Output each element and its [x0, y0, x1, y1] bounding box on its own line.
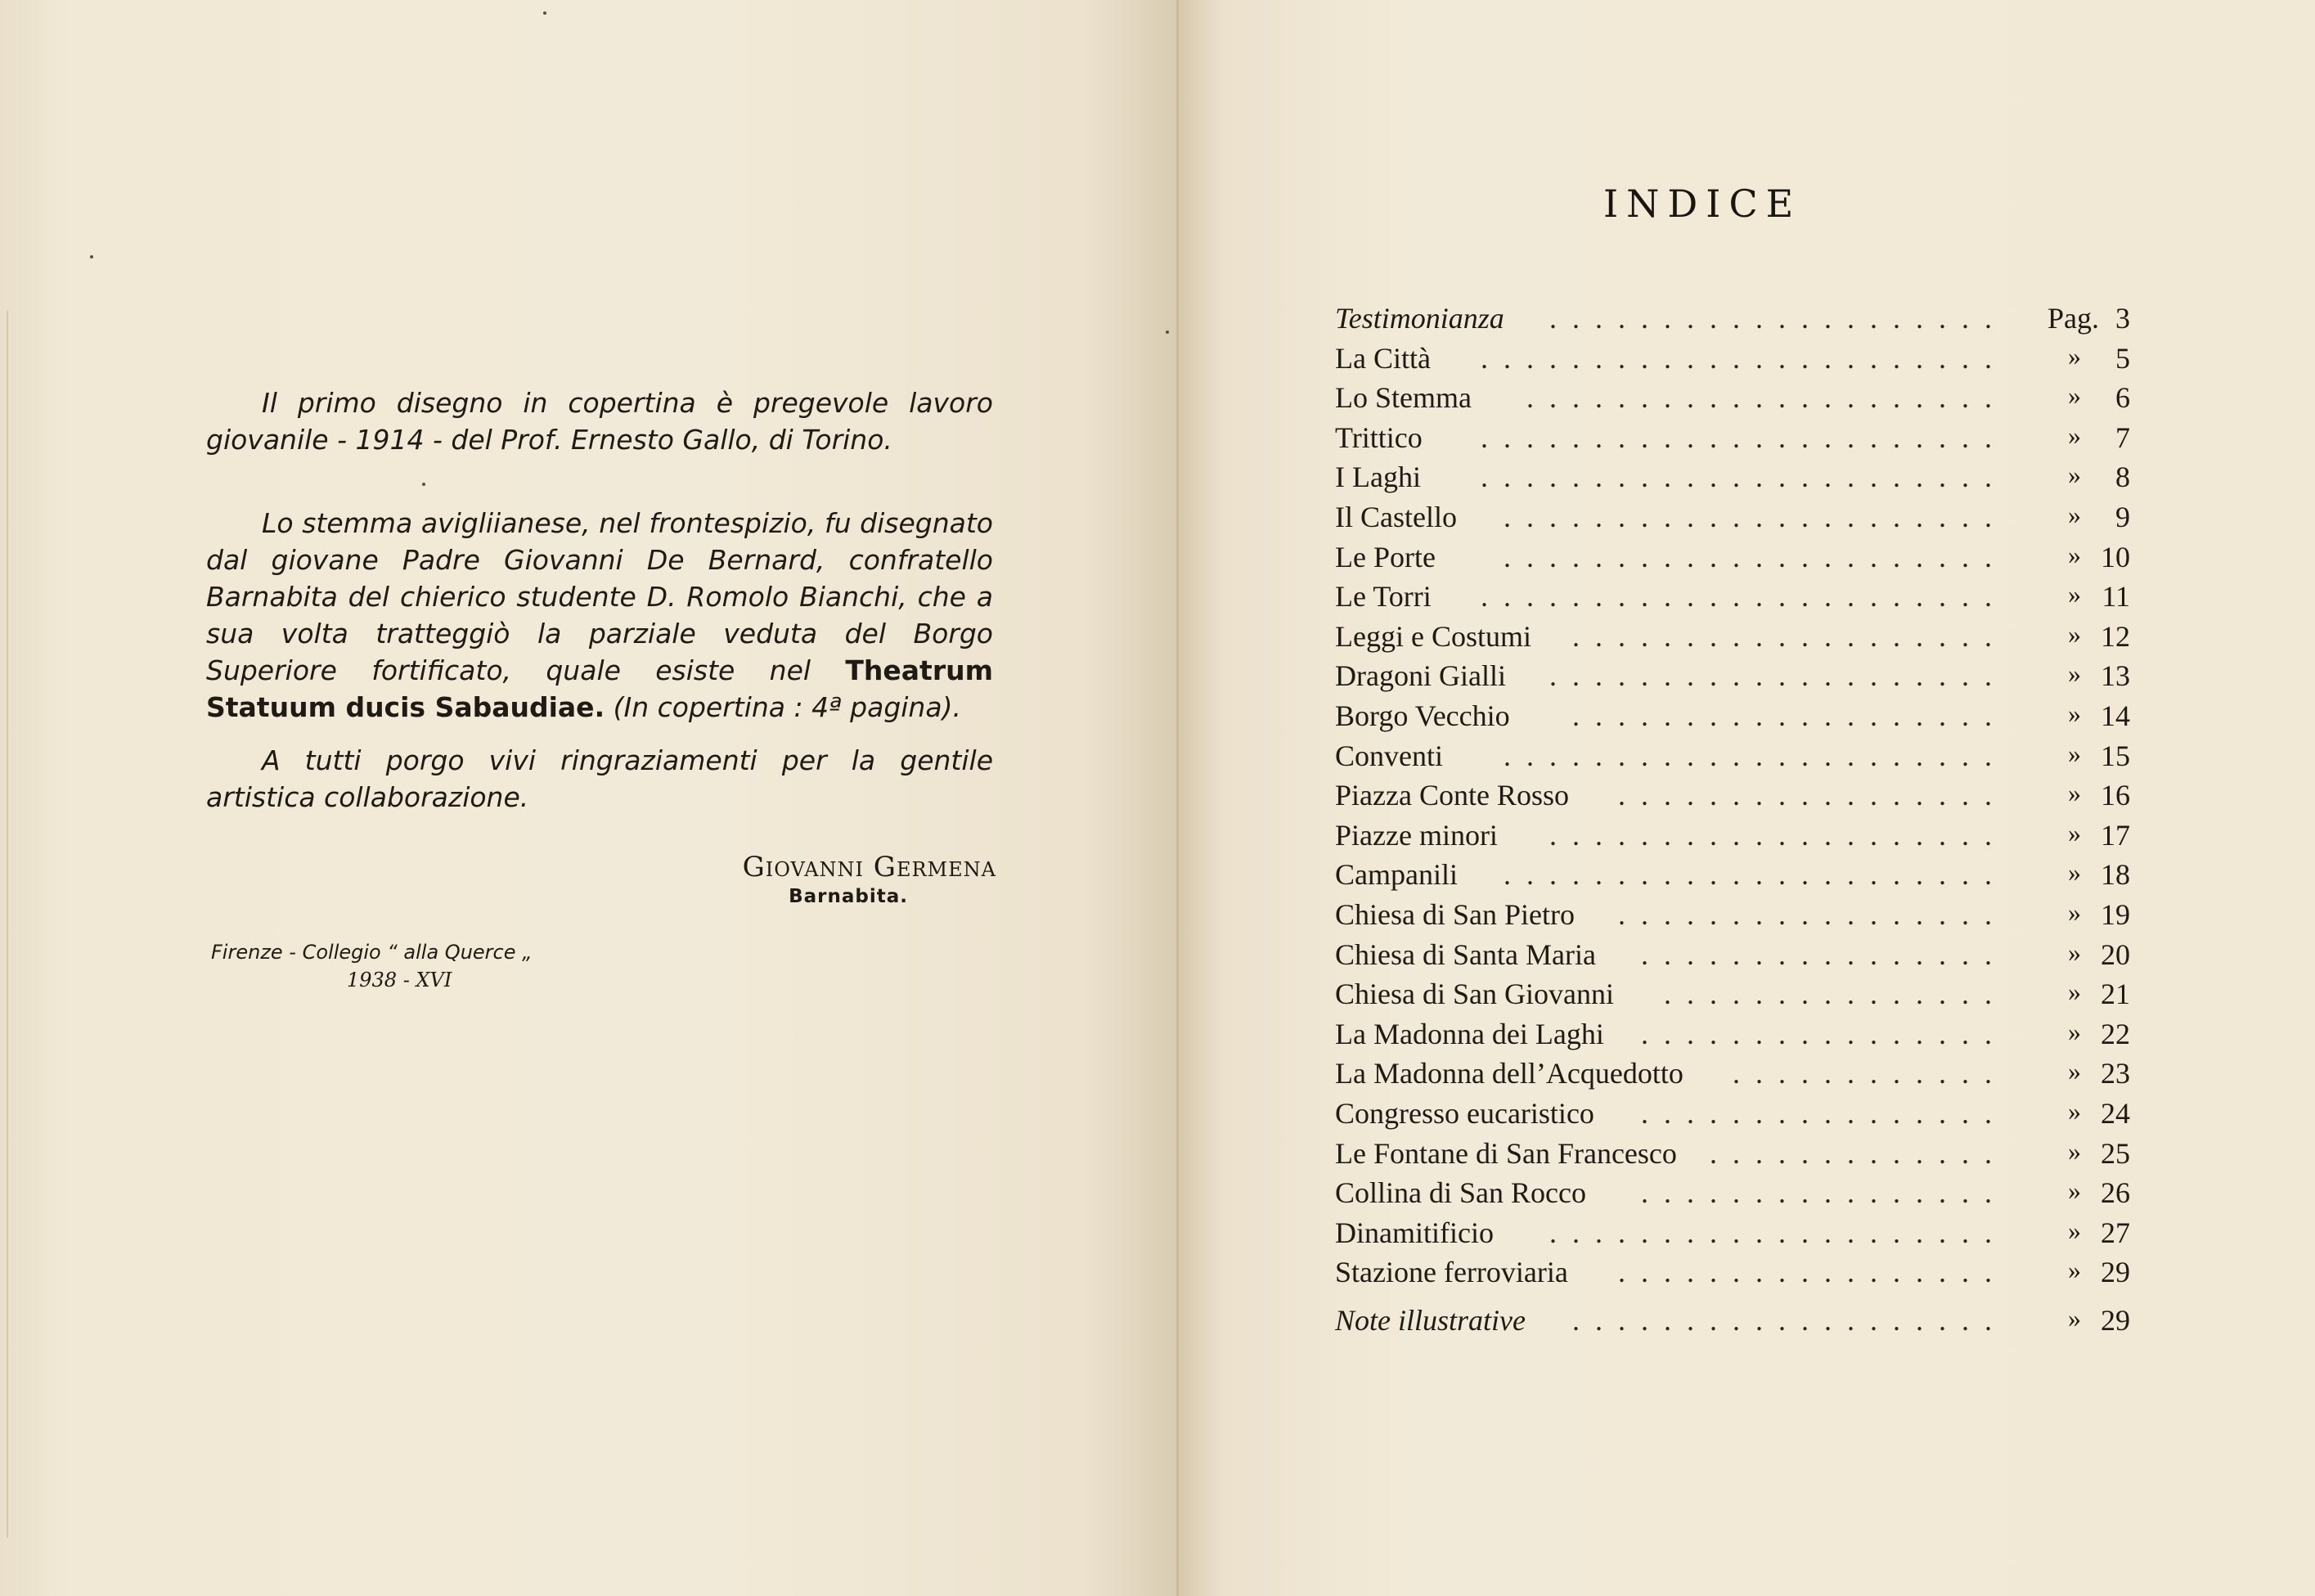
- index-title: INDICE: [1603, 182, 1802, 226]
- toc-entry-title: Collina di San Rocco: [1335, 1176, 1586, 1210]
- toc-page-number: 19: [2101, 898, 2130, 931]
- toc-page-number: 11: [2101, 580, 2130, 614]
- page-marker: »: [2068, 1096, 2081, 1126]
- toc-row: [1335, 897, 2130, 937]
- leader-dots: .................: [1618, 898, 2007, 931]
- date-line: 1938 - XVI: [347, 969, 452, 991]
- leader-dots: ......................: [1504, 540, 2007, 573]
- credits-paragraph-coat-of-arms: [206, 505, 993, 726]
- toc-row: [1335, 1176, 2130, 1215]
- page-marker: »: [2068, 937, 2081, 967]
- toc-entry-title: I Laghi: [1335, 461, 1421, 494]
- toc-entry-title: La Città: [1335, 341, 1431, 375]
- toc-row: [1335, 818, 2130, 857]
- leader-dots: .................: [1618, 1256, 2007, 1289]
- toc-row: [1335, 460, 2130, 499]
- page-marker: »: [2068, 1056, 2081, 1086]
- page-marker: »: [2068, 460, 2081, 490]
- page-marker: »: [2068, 420, 2081, 450]
- page-marker: »: [2068, 897, 2081, 927]
- toc-row: [1335, 579, 2130, 618]
- toc-page-number: 12: [2101, 619, 2130, 653]
- page-marker: »: [2068, 778, 2081, 808]
- page-marker: »: [2068, 380, 2081, 411]
- toc-page-number: 13: [2101, 659, 2130, 693]
- paragraph-text: Lo stemma avigliianese, nel frontespizio, fu disegnato dal giovane Padre Giovanni De Bernard, confratello Barnabita del chierico studente D. Romolo Bianchi, che a sua volta tratteggiò la parziale veduta del Borgo Superiore fortificato, quale esiste nel: [206, 507, 993, 686]
- page-marker: Pag.: [2048, 302, 2099, 335]
- toc-entry-title: Il Castello: [1335, 501, 1457, 533]
- toc-page-number: 23: [2101, 1057, 2130, 1090]
- page-edge: [7, 311, 8, 1538]
- toc-page-number: 29: [2101, 1256, 2130, 1289]
- toc-entry-title: Le Torri: [1335, 580, 1432, 614]
- toc-page-number: 29: [2101, 1304, 2130, 1337]
- page-marker: »: [2068, 1176, 2081, 1206]
- leader-dots: ....................: [1549, 659, 2007, 693]
- toc-page-number: 20: [2101, 937, 2130, 971]
- toc-entry-title: Le Porte: [1335, 540, 1436, 573]
- leader-dots: ....................: [1549, 818, 2007, 852]
- paper-speck: [543, 11, 546, 15]
- leader-dots: ................: [1641, 1017, 2007, 1050]
- leader-dots: .............: [1710, 1136, 2007, 1170]
- page-marker: »: [2068, 1135, 2081, 1166]
- toc-entry-title: Borgo Vecchio: [1335, 699, 1510, 732]
- toc-entry-title: Piazza Conte Rosso: [1335, 779, 1569, 812]
- leader-dots: ....................: [1549, 1216, 2007, 1249]
- leader-dots: ...................: [1572, 699, 2007, 732]
- page-marker: »: [2068, 1215, 2081, 1245]
- toc-row: [1335, 1056, 2130, 1095]
- toc-page-number: 14: [2101, 699, 2130, 732]
- leader-dots: ................: [1641, 1176, 2007, 1210]
- toc-row: [1335, 1216, 2130, 1255]
- paper-speck: [422, 483, 425, 486]
- toc-entry-title: Testimonianza: [1335, 302, 1504, 335]
- paragraph-tail: (In copertina : 4ª pagina).: [613, 691, 961, 723]
- toc-row: [1335, 341, 2130, 380]
- toc-row: [1335, 937, 2130, 977]
- toc-row: [1335, 739, 2130, 778]
- toc-row: [1335, 420, 2130, 460]
- toc-entry-title: Chiesa di San Giovanni: [1335, 978, 1614, 1011]
- leader-dots: ...............: [1664, 978, 2007, 1011]
- page-marker: »: [2068, 857, 2081, 888]
- toc-row: [1335, 1303, 2130, 1342]
- toc-page-number: 22: [2101, 1017, 2130, 1050]
- toc-entry-title: La Madonna dell’Acquedotto: [1335, 1057, 1683, 1090]
- page-marker: »: [2068, 340, 2081, 371]
- theatrum-title: Theatrum Statuum ducis Sabaudiae.: [206, 654, 993, 723]
- page-marker: »: [2068, 659, 2081, 689]
- paper-speck: [90, 255, 93, 259]
- page-marker: »: [2068, 579, 2081, 609]
- toc-row: [1335, 301, 2130, 340]
- toc-row: [1335, 857, 2130, 897]
- page-marker: »: [2068, 1255, 2081, 1285]
- toc-entry-title: Congresso eucaristico: [1335, 1097, 1594, 1130]
- toc-page-number: 18: [2101, 858, 2130, 892]
- toc-page-number: 9: [2115, 501, 2130, 533]
- toc-page-number: 21: [2101, 978, 2130, 1011]
- signature-order: Barnabita.: [789, 886, 908, 907]
- toc-page-number: 15: [2101, 739, 2130, 772]
- toc-row: [1335, 380, 2130, 420]
- paper-speck: [1166, 330, 1169, 334]
- leader-dots: ...................: [1572, 619, 2007, 653]
- leader-dots: .......................: [1481, 420, 2007, 454]
- leader-dots: .................: [1618, 779, 2007, 812]
- leader-dots: ................: [1641, 1097, 2007, 1130]
- toc-page-number: 17: [2101, 818, 2130, 852]
- book-gutter: [1176, 0, 1179, 1596]
- leader-dots: ...................: [1572, 1304, 2007, 1337]
- toc-page-number: 26: [2101, 1176, 2130, 1210]
- toc-entry-title: Lo Stemma: [1335, 381, 1472, 415]
- leader-dots: .......................: [1481, 341, 2007, 375]
- leader-dots: .......................: [1481, 461, 2007, 494]
- toc-entry-title: Trittico: [1335, 420, 1423, 454]
- page-marker: »: [2068, 618, 2081, 649]
- toc-row: [1335, 659, 2130, 698]
- toc-row: [1335, 500, 2130, 539]
- toc-entry-title: La Madonna dei Laghi: [1335, 1017, 1604, 1050]
- toc-entry-title: Chiesa di Santa Maria: [1335, 937, 1596, 971]
- leader-dots: ......................: [1504, 858, 2007, 892]
- toc-entry-title: Campanili: [1335, 858, 1458, 892]
- toc-page-number: 7: [2115, 420, 2130, 454]
- toc-page-number: 5: [2115, 341, 2130, 375]
- toc-row: [1335, 540, 2130, 579]
- leader-dots: ......................: [1504, 739, 2007, 772]
- toc-row: [1335, 977, 2130, 1016]
- toc-page-number: 25: [2101, 1136, 2130, 1170]
- toc-entry-title: Leggi e Costumi: [1335, 619, 1531, 653]
- toc-row: [1335, 1255, 2130, 1294]
- page-marker: »: [2068, 500, 2081, 529]
- place-line: Firenze - Collegio “ alla Querce „: [211, 941, 533, 964]
- signature-name: Giovanni Germena: [742, 851, 996, 883]
- toc-row: [1335, 699, 2130, 738]
- toc-row: [1335, 1096, 2130, 1135]
- leader-dots: ....................: [1549, 302, 2007, 335]
- page-marker: »: [2068, 977, 2081, 1007]
- leader-dots: ......................: [1504, 501, 2007, 533]
- page-marker: »: [2068, 539, 2081, 569]
- page-marker: »: [2068, 1303, 2081, 1333]
- page-marker: »: [2068, 1016, 2081, 1046]
- toc-row: [1335, 1017, 2130, 1056]
- toc-page-number: 24: [2101, 1097, 2130, 1130]
- toc-page-number: 6: [2115, 381, 2130, 415]
- toc-entry-title: Le Fontane di San Francesco: [1335, 1136, 1677, 1170]
- toc-page-number: 3: [2115, 302, 2130, 335]
- toc-page-number: 10: [2101, 540, 2130, 573]
- toc-entry-title: Dragoni Gialli: [1335, 659, 1506, 693]
- toc-row: [1335, 778, 2130, 817]
- toc-row: [1335, 619, 2130, 659]
- page-marker: »: [2068, 817, 2081, 847]
- page-marker: »: [2068, 738, 2081, 768]
- toc-entry-title: Chiesa di San Pietro: [1335, 898, 1575, 931]
- leader-dots: ............: [1733, 1057, 2007, 1090]
- toc-row: [1335, 1136, 2130, 1176]
- credits-paragraph-cover: Il primo disegno in copertina è pregevole lavoro giovanile - 1914 - del Prof. Ernesto Gallo, di Torino.: [206, 387, 993, 456]
- leader-dots: ................: [1641, 937, 2007, 971]
- toc-entry-title: Stazione ferroviaria: [1335, 1256, 1568, 1289]
- credits-paragraph-thanks: A tutti porgo vivi ringraziamenti per la gentile artistica collaborazione.: [206, 744, 993, 813]
- toc-page-number: 8: [2115, 461, 2130, 494]
- leader-dots: .......................: [1481, 580, 2007, 614]
- toc-entry-title: Conventi: [1335, 739, 1443, 772]
- toc-entry-title: Note illustrative: [1335, 1304, 1526, 1337]
- page-marker: »: [2068, 699, 2081, 728]
- toc-entry-title: Piazze minori: [1335, 818, 1498, 852]
- toc-page-number: 16: [2101, 779, 2130, 812]
- toc-entry-title: Dinamitificio: [1335, 1216, 1494, 1249]
- leader-dots: .....................: [1526, 381, 2007, 415]
- toc-page-number: 27: [2101, 1216, 2130, 1249]
